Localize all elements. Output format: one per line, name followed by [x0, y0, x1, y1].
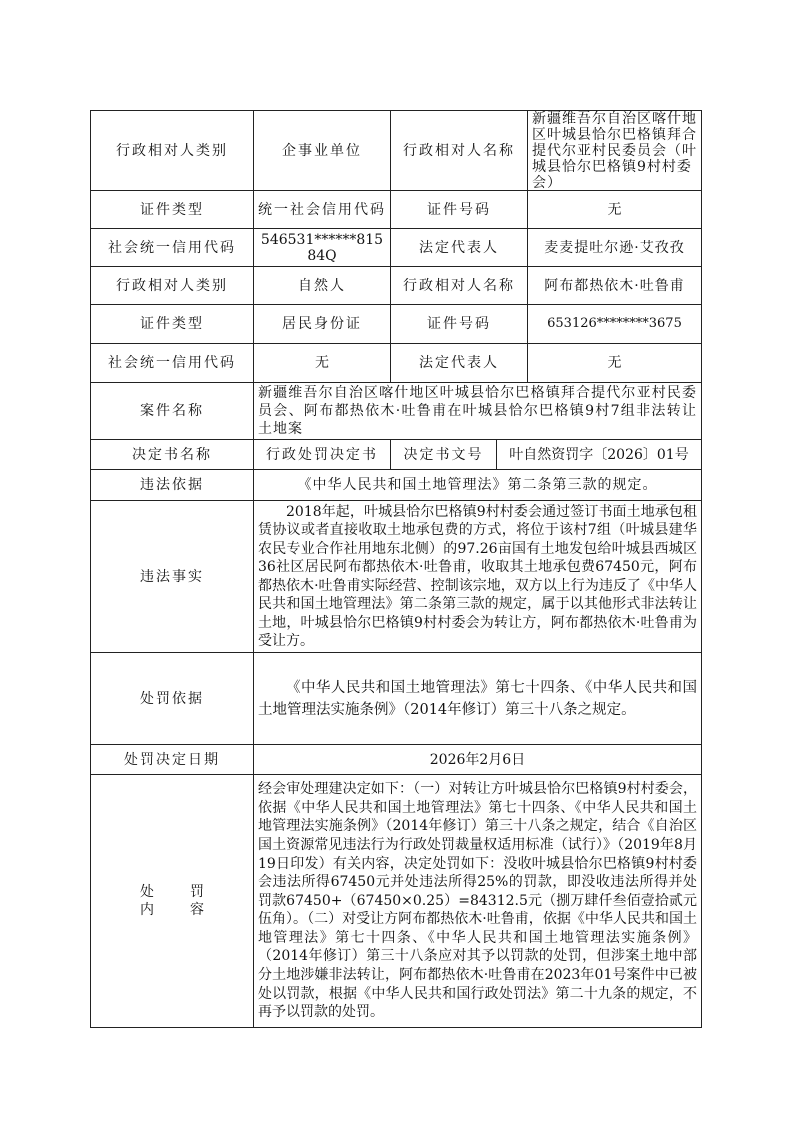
label-legal-rep: 法定代表人: [390, 228, 528, 267]
value-legal-rep: 麦麦提吐尔逊·艾孜孜: [527, 228, 702, 267]
value-id-type-2: 居民身份证: [253, 304, 391, 344]
label-party-name: 行政相对人名称: [390, 110, 528, 191]
value-penalty-content: 经会审处理建决定如下：（一）对转让方叶城县恰尔巴格镇9村村委会，依据《中华人民共和国土地管理法》第七十四条、《中华人民共和国土地管理法实施条例》（2014年修订）第三十八条之规定，结合《自治区国土资源常见违法行为行政处罚裁量权适用标准（试行）》（2019年8月19日印发）有关内容，决定处罚如下：没收叶城县恰尔巴格镇9村村委会违法所得67450元并处违法所得25%的罚款，即没收违法所得并处罚款67450+（67450×0.25）=84312.5元（捌万肆仟叁佰壹拾贰元伍角）。（二）对受让方阿布都热依木·吐鲁甫，依据《中华人民共和国土地管理法》第七十四条、《中华人民共和国土地管理法实施条例》（2014年修订）第三十八条应对其予以罚款的处罚，但涉案土地中部分土地涉嫌非法转让，阿布都热依木·吐鲁甫在2023年01号案件中已被处以罚款，根据《中华人民共和国行政处罚法》第二十九条的规定，不再予以罚款的处罚。: [253, 774, 702, 1028]
label-party-name-2: 行政相对人名称: [390, 266, 528, 305]
value-party-name: 新疆维吾尔自治区喀什地区叶城县恰尔巴格镇拜合提代尔亚村民委员会（叶城县恰尔巴格镇9村村委会）: [527, 110, 702, 191]
label-id-type: 证件类型: [90, 190, 254, 229]
label-credit-code: 社会统一信用代码: [90, 228, 254, 267]
value-case-name: 新疆维吾尔自治区喀什地区叶城县恰尔巴格镇拜合提代尔亚村民委员会、阿布都热依木·吐鲁甫在叶城县恰尔巴格镇9村7组非法转让土地案: [253, 382, 702, 440]
value-party-category: 企事业单位: [253, 110, 391, 191]
label-id-type-2: 证件类型: [90, 304, 254, 344]
value-party-name-2: 阿布都热依木·吐鲁甫: [527, 266, 702, 305]
value-penalty-date: 2026年2月6日: [253, 744, 702, 775]
label-credit-code-2: 社会统一信用代码: [90, 343, 254, 383]
value-id-number: 无: [527, 190, 702, 229]
label-violation-facts: 违法事实: [90, 500, 254, 653]
value-credit-code: 546531******81584Q: [253, 228, 391, 267]
value-legal-rep-2: 无: [527, 343, 702, 383]
label-violation-basis: 违法依据: [90, 469, 254, 501]
value-id-number-2: 653126********3675: [527, 304, 702, 344]
label-penalty-content: 处罚内容: [90, 774, 254, 1028]
value-decision-number: 叶自然资罚字〔2026〕01号: [496, 439, 702, 470]
label-decision-number: 决定书文号: [390, 439, 497, 470]
value-party-category-2: 自然人: [253, 266, 391, 305]
label-party-category: 行政相对人类别: [90, 110, 254, 191]
label-id-number: 证件号码: [390, 190, 528, 229]
value-violation-basis: 《中华人民共和国土地管理法》第二条第三款的规定。: [253, 469, 702, 501]
value-id-type: 统一社会信用代码: [253, 190, 391, 229]
label-legal-rep-2: 法定代表人: [390, 343, 528, 383]
label-party-category-2: 行政相对人类别: [90, 266, 254, 305]
label-case-name: 案件名称: [90, 382, 254, 440]
label-penalty-basis: 处罚依据: [90, 652, 254, 745]
value-decision-name: 行政处罚决定书: [253, 439, 391, 470]
value-violation-facts: 2018年起，叶城县恰尔巴格镇9村村委会通过签订书面土地承包租赁协议或者直接收取土地承包费的方式，将位于该村7组（叶城县建华农民专业合作社用地东北侧）的97.26亩国有土地发包给叶城县西城区36社区居民阿布都热依木·吐鲁甫，收取其土地承包费67450元，阿布都热依木·吐鲁甫实际经营、控制该宗地，双方以上行为违反了《中华人民共和国土地管理法》第二条第三款的规定，属于以其他形式非法转让土地，叶城县恰尔巴格镇9村村委会为转让方，阿布都热依木·吐鲁甫为受让方。: [253, 500, 702, 653]
label-penalty-date: 处罚决定日期: [90, 744, 254, 775]
value-credit-code-2: 无: [253, 343, 391, 383]
label-decision-name: 决定书名称: [90, 439, 254, 470]
value-penalty-basis: 《中华人民共和国土地管理法》第七十四条、《中华人民共和国土地管理法实施条例》（2014年修订）第三十八条之规定。: [253, 652, 702, 745]
label-id-number-2: 证件号码: [390, 304, 528, 344]
